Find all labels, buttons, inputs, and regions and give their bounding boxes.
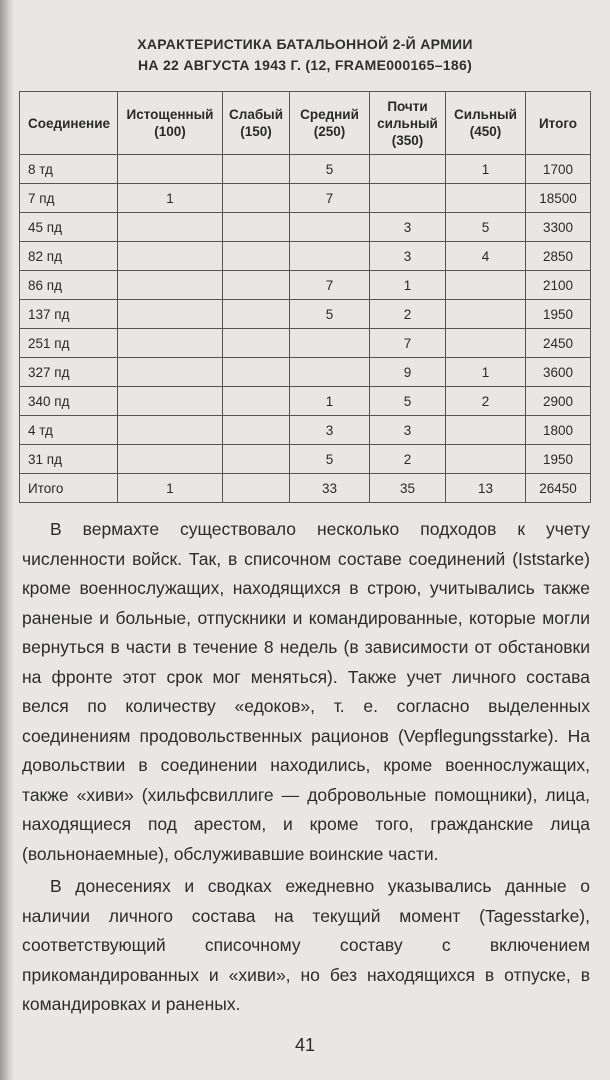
value-cell: [446, 416, 526, 445]
value-cell: 2900: [526, 387, 591, 416]
value-cell: [223, 300, 290, 329]
value-cell: 1: [118, 474, 223, 503]
value-cell: [290, 213, 370, 242]
value-cell: [223, 474, 290, 503]
value-cell: 2: [370, 300, 446, 329]
header-medium: Средний (250): [290, 92, 370, 155]
header-exhausted: Истощенный (100): [118, 92, 223, 155]
value-cell: 1: [446, 155, 526, 184]
table-row: [20, 358, 591, 387]
value-cell: 2100: [526, 271, 591, 300]
value-cell: [290, 329, 370, 358]
value-cell: 7: [290, 271, 370, 300]
value-cell: 3: [290, 416, 370, 445]
table-row: [20, 155, 591, 184]
value-cell: [223, 387, 290, 416]
value-cell: 1: [118, 184, 223, 213]
header-strong: Сильный (450): [446, 92, 526, 155]
unit-name-cell: 82 пд: [20, 242, 118, 271]
value-cell: [223, 242, 290, 271]
page-number: 41: [294, 1035, 316, 1055]
table-header-row: [20, 92, 591, 155]
value-cell: 5: [290, 445, 370, 474]
paragraph-text: В вермахте существовало несколько подходов к учету численности войск. Так, в списочном составе соединений (Iststarke) кроме военнослужащих, находящихся в строю, учитывались также раненые и больные, отпускники и командированные, которые могли вернуться в части в течение 8 недель (в зависимости от обстановки на фронте этот срок мог меняться). Также учет личного состава велся по количеству «едоков», т. е. согласно выделенных соединениям продовольственных рационов (Vepflegungsstarke). На довольствии в соединении находились, кроме военнослужащих, также «хиви» (хильфсвиллиге — добровольные помощники), лица, находящиеся под арестом, и кроме того, гражданские лица (вольнонаемные), обслуживавшие воинские части.: [22, 519, 590, 864]
unit-name-cell: 7 пд: [20, 184, 118, 213]
value-cell: 26450: [526, 474, 591, 503]
value-cell: 2: [370, 445, 446, 474]
value-cell: 7: [290, 184, 370, 213]
table-row: [20, 474, 591, 503]
value-cell: 2450: [526, 329, 591, 358]
value-cell: 3: [370, 416, 446, 445]
unit-name-cell: 251 пд: [20, 329, 118, 358]
value-cell: 3600: [526, 358, 591, 387]
value-cell: 3: [370, 242, 446, 271]
value-cell: [118, 155, 223, 184]
header-unit: Соединение: [20, 92, 118, 155]
value-cell: 33: [290, 474, 370, 503]
value-cell: 5: [290, 155, 370, 184]
value-cell: [118, 416, 223, 445]
value-cell: [446, 445, 526, 474]
body-paragraph-1: [22, 515, 590, 869]
unit-name-cell: 327 пд: [20, 358, 118, 387]
table-row: [20, 445, 591, 474]
value-cell: [223, 213, 290, 242]
value-cell: 1950: [526, 445, 591, 474]
unit-name-cell: 45 пд: [20, 213, 118, 242]
header-weak: Слабый (150): [223, 92, 290, 155]
value-cell: [118, 358, 223, 387]
value-cell: [290, 358, 370, 387]
value-cell: 5: [446, 213, 526, 242]
body-paragraph-2: [22, 872, 590, 1020]
value-cell: [118, 242, 223, 271]
table-row: [20, 387, 591, 416]
header-total: Итого: [526, 92, 591, 155]
value-cell: 5: [370, 387, 446, 416]
value-cell: 3300: [526, 213, 591, 242]
unit-name-cell: 86 пд: [20, 271, 118, 300]
value-cell: [223, 445, 290, 474]
unit-name-cell: 8 тд: [20, 155, 118, 184]
unit-name-cell: Итого: [20, 474, 118, 503]
paragraph-text: В донесениях и сводках ежедневно указывались данные о наличии личного состава на текущий момент (Tagesstarke), соответствующий списочному составу с включением прикомандированных и «хиви», но без находящихся в отпуске, в командировках и раненых.: [22, 876, 590, 1014]
value-cell: 1: [446, 358, 526, 387]
value-cell: [223, 184, 290, 213]
value-cell: [223, 155, 290, 184]
value-cell: 1: [370, 271, 446, 300]
value-cell: 4: [446, 242, 526, 271]
value-cell: [223, 271, 290, 300]
table-row: [20, 329, 591, 358]
value-cell: [118, 445, 223, 474]
value-cell: 1800: [526, 416, 591, 445]
unit-name-cell: 4 тд: [20, 416, 118, 445]
table-title-line-1: ХАРАКТЕРИСТИКА БАТАЛЬОННОЙ 2-Й АРМИИ: [137, 36, 473, 52]
value-cell: 1: [290, 387, 370, 416]
battalion-characteristics-table: [19, 91, 591, 503]
unit-name-cell: 137 пд: [20, 300, 118, 329]
value-cell: [118, 300, 223, 329]
value-cell: 1700: [526, 155, 591, 184]
value-cell: 3: [370, 213, 446, 242]
value-cell: 1950: [526, 300, 591, 329]
value-cell: [118, 213, 223, 242]
table-row: [20, 184, 591, 213]
unit-name-cell: 340 пд: [20, 387, 118, 416]
value-cell: 35: [370, 474, 446, 503]
value-cell: [446, 300, 526, 329]
value-cell: [446, 184, 526, 213]
value-cell: 9: [370, 358, 446, 387]
value-cell: 2850: [526, 242, 591, 271]
value-cell: [223, 358, 290, 387]
value-cell: 5: [290, 300, 370, 329]
value-cell: [446, 329, 526, 358]
value-cell: 18500: [526, 184, 591, 213]
value-cell: 7: [370, 329, 446, 358]
value-cell: 13: [446, 474, 526, 503]
table-row: [20, 271, 591, 300]
value-cell: [223, 416, 290, 445]
value-cell: [370, 155, 446, 184]
value-cell: [370, 184, 446, 213]
value-cell: [223, 329, 290, 358]
value-cell: [290, 242, 370, 271]
page-edge-shadow: [0, 0, 14, 1080]
value-cell: [446, 271, 526, 300]
table-row: [20, 416, 591, 445]
value-cell: [118, 387, 223, 416]
header-almost-strong: Почти сильный (350): [370, 92, 446, 155]
value-cell: 2: [446, 387, 526, 416]
value-cell: [118, 329, 223, 358]
table-title-line-2: НА 22 АВГУСТА 1943 Г. (12, FRAME000165–186): [137, 57, 473, 73]
value-cell: [118, 271, 223, 300]
table-row: [20, 213, 591, 242]
unit-name-cell: 31 пд: [20, 445, 118, 474]
table-row: [20, 300, 591, 329]
table-row: [20, 242, 591, 271]
